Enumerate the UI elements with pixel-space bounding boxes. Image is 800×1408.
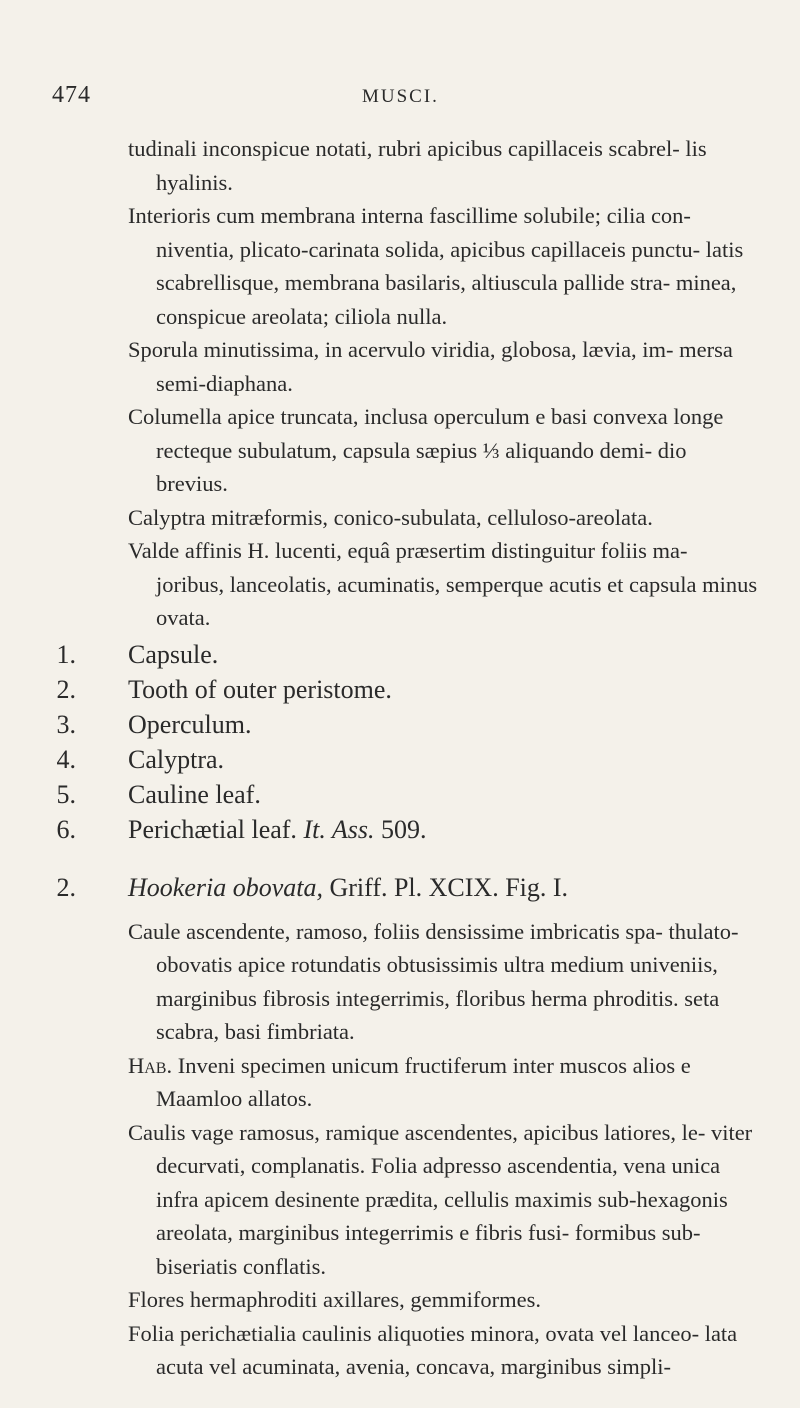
paragraph: Sporula minutissima, in acervulo viridia, globosa, lævia, im- mersa semi-diaphana.: [128, 337, 733, 396]
paragraph: Folia perichætialia caulinis aliquoties minora, ovata vel lanceo- lata acuta vel acuminata, avenia, concava, marginibus simpli-: [128, 1320, 738, 1379]
habitat-paragraph: [128, 1049, 760, 1116]
legend-item: [56, 637, 760, 672]
legend-reference: It. Ass.: [303, 814, 375, 844]
paragraph: Valde affinis H. lucenti, equâ præsertim distinguitur foliis ma- joribus, lanceolatis, acuminatis, semperque acutis et capsula minus ovata.: [128, 538, 758, 630]
legend-text: Cauline leaf.: [128, 779, 261, 809]
legend-text: Calyptra.: [128, 744, 225, 774]
legend-text: Tooth of outer peristome.: [128, 674, 392, 704]
legend-item: [56, 672, 760, 707]
habitat-label: Hab.: [128, 1052, 173, 1078]
paragraph: Columella apice truncata, inclusa operculum e basi convexa longe recteque subulatum, capsula sæpius ⅓ aliquando demi- dio brevius.: [128, 404, 724, 496]
figure-legend: [56, 637, 760, 847]
legend-text: Perichætial leaf.: [128, 814, 297, 844]
paragraph: Flores hermaphroditi axillares, gemmiformes.: [128, 1287, 542, 1312]
legend-number: 1.: [56, 639, 76, 669]
species-number: 2.: [56, 872, 76, 902]
paragraph: Interioris cum membrana interna fascillime solubile; cilia con- niventia, plicato-carinata solida, apicibus capillaceis punctu- latis scabrellisque, membrana basilaris, altiuscula pallide stra- minea, conspicue areolata; ciliola nulla.: [128, 203, 744, 329]
page-body: [56, 132, 760, 1384]
paragraph: Caulis vage ramosus, ramique ascendentes, apicibus latiores, le- viter decurvati, complanatis. Folia adpresso ascendentia, vena unica infra apicem desinente prædita, cellulis maximis sub-hexagonis areolata, marginibus integerrimis e fibris fusi- formibus sub-biseriatis conflatis.: [128, 1119, 753, 1279]
paragraph: tudinali inconspicue notati, rubri apicibus capillaceis scabrel- lis hyalinis.: [128, 136, 707, 195]
legend-number: 6.: [56, 814, 76, 844]
legend-item: [56, 707, 760, 742]
habitat-text: Inveni specimen unicum fructiferum inter muscos alios e Maamloo allatos.: [156, 1052, 691, 1111]
legend-number: 4.: [56, 744, 76, 774]
legend-item: [56, 742, 760, 777]
species-name: Hookeria obovata,: [128, 872, 323, 902]
page-header: [0, 82, 800, 112]
legend-reference-number: 509.: [380, 814, 427, 844]
paragraph: Calyptra mitræformis, conico-subulata, celluloso-areolata.: [128, 504, 653, 530]
running-head: MUSCI.: [362, 86, 439, 107]
page-number: 474: [52, 82, 91, 108]
species-heading: [56, 871, 760, 905]
legend-number: 5.: [56, 779, 76, 809]
legend-number: 2.: [56, 674, 76, 704]
paragraph: Caule ascendente, ramoso, foliis densissime imbricatis spa- thulato-obovatis apice rotundatis obtusissimis ultra medium univeniis, marginibus fibrosis integerrimis, floribus herma phroditis. seta scabra, basi fimbriata.: [128, 918, 739, 1044]
legend-item: [56, 777, 760, 812]
species-author: Griff. Pl. XCIX. Fig. I.: [329, 872, 569, 902]
legend-item: [56, 812, 760, 847]
legend-number: 3.: [56, 709, 76, 739]
legend-text: Capsule.: [128, 639, 219, 669]
legend-text: Operculum.: [128, 709, 252, 739]
